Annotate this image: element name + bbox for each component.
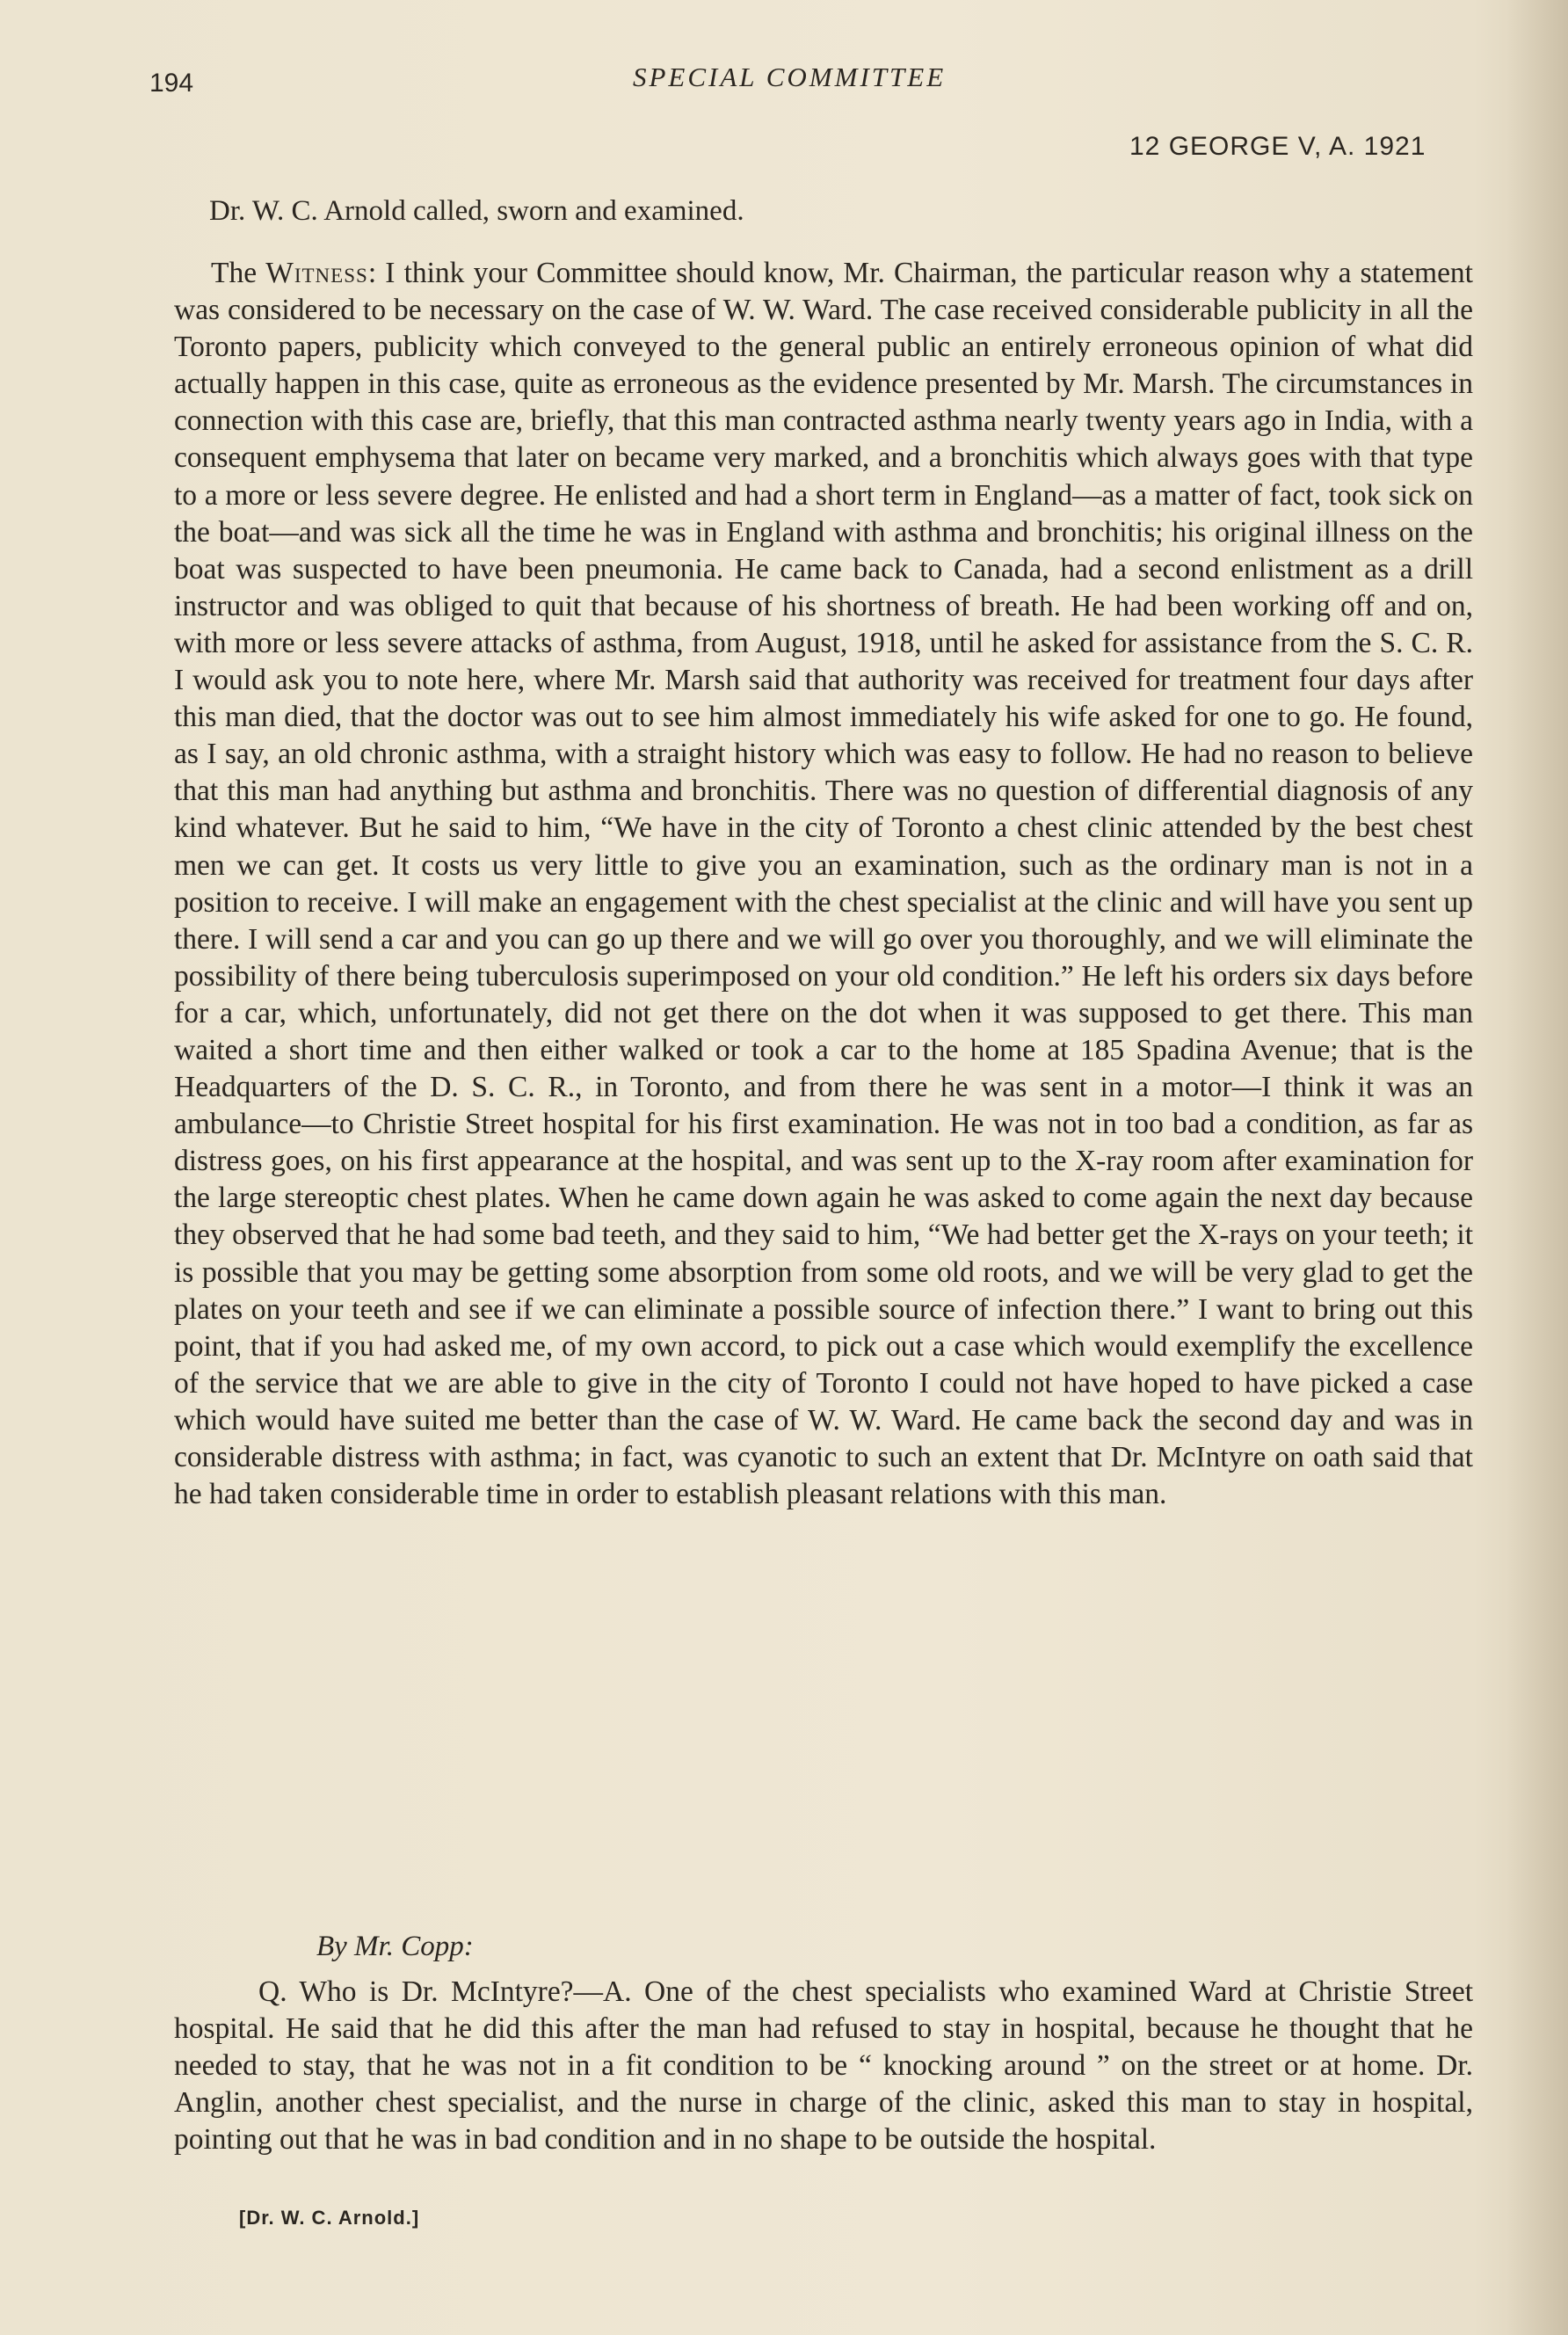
testimony-lead-in: The [211,257,266,289]
examiner-heading: By Mr. Copp: [316,1931,474,1962]
witness-called-text: called, sworn and examined. [405,195,744,227]
question-answer-paragraph: Q. Who is Dr. McIntyre?—A. One of the chest specialists who examined Ward at Christie Street hospital. He said that he did this after the man had refused to stay in hospital, because he thought that he needed to stay, that he was not in a fit condition to be “ knocking around ” on the street or at home. Dr. Anglin, another chest specialist, and the nurse in charge of the clinic, asked this man to stay in hospital, pointing out that he was in bad condition and in no shape to be outside the hospital. [174,1975,1473,2157]
running-head: SPECIAL COMMITTEE [633,62,947,92]
testimony-speaker-label: Witness [265,257,368,289]
witness-intro [209,195,744,228]
testimony-paragraph [174,255,1473,1513]
witness-name: Dr. W. C. Arnold [209,195,406,227]
speaker-tag: [Dr. W. C. Arnold.] [239,2207,420,2229]
session-label: 12 GEORGE V, A. 1921 [1129,132,1426,161]
page-edge-shadow [1506,0,1568,2335]
page-number: 194 [149,69,194,98]
testimony-body: : I think your Committee should know, Mr. Chairman, the particular reason why a statement was considered to be necessary on the case of W. W. Ward. The case received considerable publicity in all the Toronto papers, publicity which conveyed to the general public an entirely erroneous opinion of what did actually happen in this case, quite as erroneous as the evidence presented by Mr. Marsh. The circumstances in connection with this case are, briefly, that this man contracted asthma nearly twenty years ago in India, with a consequent emphysema that later on became very marked, and a bronchitis which always goes with that type to a more or less severe degree. He enlisted and had a short term in England—as a matter of fact, took sick on the boat—and was sick all the time he was in England with asthma and bronchitis; his original illness on the boat was suspected to have been pneumonia. He came back to Canada, had a second enlistment as a drill instructor and was obliged to quit that because of his shortness of breath. He had been working off and on, with more or less severe attacks of asthma, from August, 1918, until he asked for assistance from the S. C. R. I would ask you to note here, where Mr. Marsh said that authority was received for treatment four days after this man died, that the doctor was out to see him almost immediately his wife asked for one to go. He found, as I say, an old chronic asthma, with a straight history which was easy to follow. He had no reason to believe that this man had anything but asthma and bronchitis. There was no question of differential diagnosis of any kind whatever. But he said to him, “We have in the city of Toronto a chest clinic attended by the best chest men we can get. It costs us very little to give you an examination, such as the ordinary man is not in a position to receive. I will make an engagement with the chest specialist at the clinic and will have you sent up there. I will send a car and you can go up there and we will go over you thoroughly, and we will eliminate the possibility of there being tuberculosis superimposed on your old condition.” He left his orders six days before for a car, which, unfortunately, did not get there on the dot when it was supposed to get there. This man waited a short time and then either walked or took a car to the home at 185 Spadina Avenue; that is the Headquarters of the D. S. C. R., in Toronto, and from there he was sent in a motor—I think it was an ambulance—to Christie Street hospital for his first examination. He was not in too bad a condition, as far as distress goes, on his first appearance at the hospital, and was sent up to the X-ray room after examination for the large stereoptic chest plates. When he came down again he was asked to come again the next day because they observed that he had some bad teeth, and they said to him, “We had better get the X-rays on your teeth; it is possible that you may be getting some absorption from some old roots, and we will be very glad to get the plates on your teeth and see if we can eliminate a possible source of infection there.” I want to bring out this point, that if you had asked me, of my own accord, to pick out a case which would exemplify the excellence of the service that we are able to give in the city of Toronto I could not have hoped to have picked a case which would have suited me better than the case of W. W. Ward. He came back the second day and was in considerable distress with asthma; in fact, was cyanotic to such an extent that Dr. McIntyre on oath said that he had taken considerable time in order to establish pleasant relations with this man. [174,257,1473,1511]
